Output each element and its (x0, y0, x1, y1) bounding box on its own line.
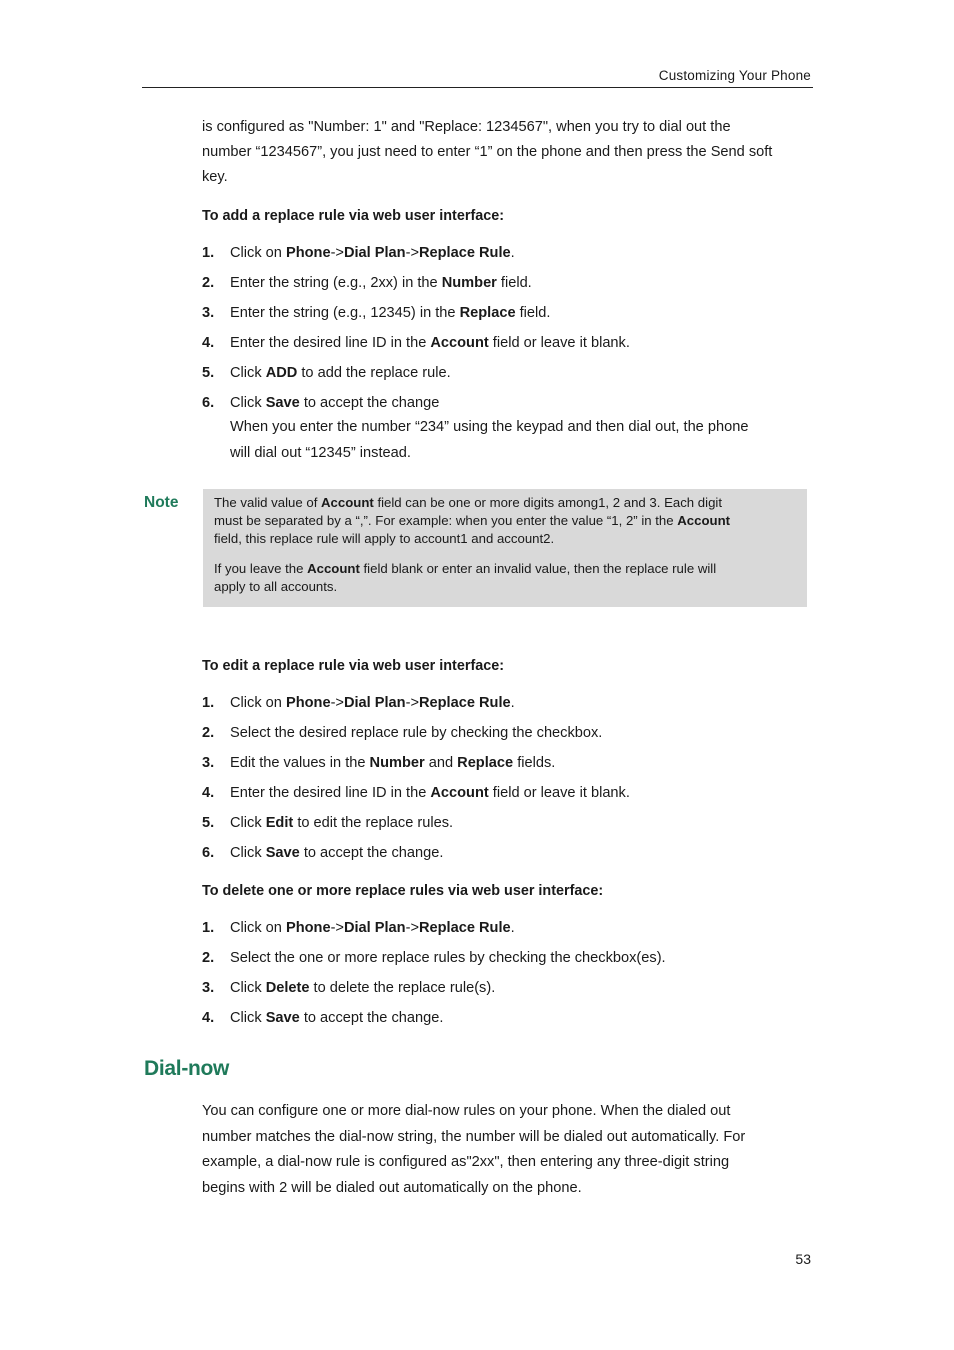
step-text: to delete the replace rule(s). (309, 980, 496, 996)
button-add: ADD (265, 365, 298, 381)
add-step-6 (202, 390, 814, 416)
step-number: 4. (202, 1010, 215, 1026)
page-number: 53 (795, 1251, 811, 1267)
step-number: 2. (202, 725, 215, 741)
paragraph-line: begins with 2 will be dialed out automatically on the phone. (202, 1179, 582, 1196)
button-save: Save (265, 1010, 300, 1026)
step-number: 2. (202, 950, 215, 966)
arrow-text: -> (330, 695, 344, 711)
step-text: to edit the replace rules. (293, 815, 454, 831)
delete-step-3 (202, 975, 814, 1001)
step-number: 1. (202, 920, 215, 936)
step-number: 3. (202, 980, 215, 996)
step-text: to accept the change (299, 395, 440, 411)
arrow-text: -> (405, 920, 419, 936)
continuation-line: will dial out “12345” instead. (230, 445, 411, 461)
field-number: Number (441, 275, 497, 291)
note-text: field can be one or more digits among1, 2 and 3. Each digit (373, 495, 723, 510)
button-save: Save (265, 845, 300, 861)
header-rule (142, 87, 813, 88)
step-text: field. (515, 305, 551, 321)
step-text: Enter the desired line ID in the (230, 785, 431, 801)
step-text: Click (230, 980, 266, 996)
button-delete: Delete (265, 980, 310, 996)
step-number: 2. (202, 275, 215, 291)
step-text: Enter the string (e.g., 2xx) in the (230, 275, 442, 291)
running-header: Customizing Your Phone (658, 68, 811, 83)
step-text: Click (230, 815, 266, 831)
arrow-text: -> (405, 245, 419, 261)
continuation-line: When you enter the number “234” using the keypad and then dial out, the phone (230, 419, 749, 435)
intro-paragraph (202, 115, 814, 190)
note-label: Note (144, 494, 179, 511)
note-text: field blank or enter an invalid value, then the replace rule will (359, 561, 717, 576)
edit-procedure-title: To edit a replace rule via web user interface: (202, 658, 505, 674)
edit-step-3 (202, 750, 814, 776)
step-text: to accept the change. (299, 1010, 444, 1026)
arrow-text: -> (330, 245, 344, 261)
add-procedure-title: To add a replace rule via web user interface: (202, 208, 505, 224)
note-paragraph-1 (214, 494, 798, 548)
note-text: must be separated by a “,”. For example: when you enter the value “1, 2” in the (214, 513, 678, 528)
delete-step-2 (202, 945, 814, 971)
menu-replace-rule: Replace Rule (418, 920, 511, 936)
edit-step-4 (202, 780, 814, 806)
step-number: 5. (202, 815, 215, 831)
menu-dial-plan: Dial Plan (343, 245, 406, 261)
step-number: 6. (202, 845, 215, 861)
paragraph-line: example, a dial-now rule is configured as"2xx", then entering any three-digit string (202, 1154, 730, 1170)
menu-phone: Phone (285, 920, 331, 936)
menu-replace-rule: Replace Rule (418, 245, 511, 261)
note-text: apply to all accounts. (214, 579, 338, 594)
add-step-1 (202, 240, 814, 266)
step-text: . (510, 245, 515, 261)
menu-replace-rule: Replace Rule (418, 695, 511, 711)
step-text: Select the desired replace rule by checking the checkbox. (230, 725, 603, 741)
field-number: Number (369, 755, 425, 771)
field-account: Account (430, 785, 489, 801)
dial-now-paragraph (202, 1099, 814, 1201)
step-text: fields. (513, 755, 556, 771)
add-step-6-continuation (202, 414, 814, 440)
step-number: 3. (202, 755, 215, 771)
step-number: 3. (202, 305, 215, 321)
step-text: . (510, 695, 515, 711)
note-paragraph-2 (214, 560, 798, 596)
delete-procedure-title: To delete one or more replace rules via web user interface: (202, 883, 604, 899)
arrow-text: -> (405, 695, 419, 711)
add-step-4 (202, 330, 814, 356)
step-text: field or leave it blank. (488, 785, 630, 801)
paragraph-line: number matches the dial-now string, the number will be dialed out automatically. For (202, 1128, 746, 1145)
step-text: Select the one or more replace rules by checking the checkbox(es). (230, 950, 666, 966)
step-text: Click (230, 845, 266, 861)
edit-step-5 (202, 810, 814, 836)
step-number: 6. (202, 395, 215, 411)
note-text: The valid value of (214, 495, 322, 510)
intro-line: key. (202, 169, 228, 185)
step-number: 4. (202, 785, 215, 801)
step-text: Enter the string (e.g., 12345) in the (230, 305, 460, 321)
step-number: 1. (202, 245, 215, 261)
field-account: Account (430, 335, 489, 351)
menu-dial-plan: Dial Plan (343, 920, 406, 936)
edit-step-2 (202, 720, 814, 746)
section-title-dial-now: Dial-now (144, 1057, 230, 1080)
intro-line: is configured as "Number: 1" and "Replace: 1234567", when you try to dial out the (202, 119, 731, 135)
step-text: Click (230, 395, 266, 411)
edit-step-6 (202, 840, 814, 866)
step-text: and (424, 755, 458, 771)
arrow-text: -> (330, 920, 344, 936)
button-edit: Edit (265, 815, 294, 831)
step-text: Click (230, 1010, 266, 1026)
menu-dial-plan: Dial Plan (343, 695, 406, 711)
step-text: field or leave it blank. (488, 335, 630, 351)
step-text: to accept the change. (299, 845, 444, 861)
delete-step-1 (202, 915, 814, 941)
add-step-3 (202, 300, 814, 326)
note-text: field, this replace rule will apply to account1 and account2. (214, 531, 555, 546)
field-replace: Replace (457, 755, 514, 771)
menu-phone: Phone (285, 695, 331, 711)
intro-line: number “1234567”, you just need to enter “1” on the phone and then press the Send soft (202, 144, 773, 160)
delete-step-4 (202, 1005, 814, 1031)
step-number: 5. (202, 365, 215, 381)
step-text: field. (496, 275, 532, 291)
step-text: Enter the desired line ID in the (230, 335, 431, 351)
add-step-6-continuation (202, 440, 814, 466)
note-text: If you leave the (214, 561, 308, 576)
field-replace: Replace (459, 305, 516, 321)
step-text: to add the replace rule. (297, 365, 451, 381)
paragraph-line: You can configure one or more dial-now rules on your phone. When the dialed out (202, 1103, 731, 1119)
field-account: Account (307, 561, 360, 576)
menu-phone: Phone (285, 245, 331, 261)
step-text: Edit the values in the (230, 755, 370, 771)
step-number: 4. (202, 335, 215, 351)
step-text: . (510, 920, 515, 936)
step-text: Click on (230, 920, 286, 936)
edit-step-1 (202, 690, 814, 716)
step-number: 1. (202, 695, 215, 711)
step-text: Click on (230, 245, 286, 261)
step-text: Click (230, 365, 266, 381)
field-account: Account (321, 495, 374, 510)
add-step-5 (202, 360, 814, 386)
add-step-2 (202, 270, 814, 296)
field-account: Account (677, 513, 731, 528)
step-text: Click on (230, 695, 286, 711)
button-save: Save (265, 395, 300, 411)
